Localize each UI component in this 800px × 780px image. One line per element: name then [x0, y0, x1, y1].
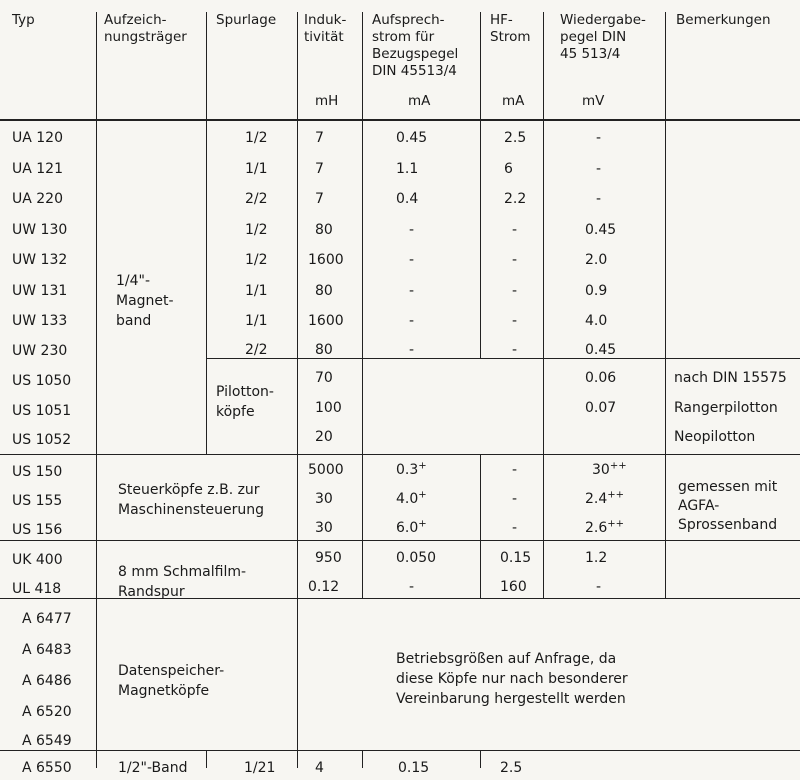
row-induktivitaet: 4 — [315, 760, 324, 776]
group-label-pilotton: Pilotton- köpfe — [216, 384, 274, 420]
row-induktivitaet: 0.12 — [308, 579, 340, 595]
plus-mark: + — [418, 489, 427, 501]
header-hf-strom-unit: mA — [502, 93, 525, 109]
col-divider-4 — [362, 12, 363, 598]
col-divider-7 — [665, 12, 666, 598]
row-hf-strom: - — [512, 313, 518, 329]
value: 2.4 — [585, 491, 608, 507]
header-rule — [0, 119, 800, 121]
plus-mark: + — [418, 460, 427, 472]
header-aufsprechstrom: Aufsprech- strom für Bezugspegel DIN 45513/4 — [372, 12, 459, 79]
row-typ: A 6520 — [22, 704, 72, 720]
row-typ: US 155 — [12, 493, 63, 509]
row-induktivitaet: 30 — [315, 491, 333, 507]
row-wiedergabepegel: 2.0 — [585, 252, 608, 268]
row-wiedergabepegel — [585, 491, 624, 507]
row-bemerkung: nach DIN 15575 — [674, 370, 787, 386]
row-aufsprechstrom: - — [409, 313, 415, 329]
row-aufsprechstrom — [396, 462, 427, 478]
row-typ: UA 220 — [12, 191, 63, 207]
plusplus-mark: ++ — [607, 489, 625, 501]
row-wiedergabepegel: - — [596, 161, 602, 177]
row-bemerkung: Rangerpilotton — [674, 400, 778, 416]
row-induktivitaet: 30 — [315, 520, 333, 536]
row-typ: A 6486 — [22, 673, 72, 689]
row-spurlage: 1/1 — [245, 161, 268, 177]
row-hf-strom: 2.5 — [504, 130, 527, 146]
row-induktivitaet: 80 — [315, 283, 333, 299]
col-divider-2c — [206, 750, 207, 768]
row-typ: US 156 — [12, 522, 63, 538]
row-typ: A 6477 — [22, 611, 72, 627]
row-wiedergabepegel: 0.07 — [585, 400, 617, 416]
row-spurlage: 1/2 — [245, 130, 268, 146]
row-typ: A 6483 — [22, 642, 72, 658]
row-spurlage: 1/1 — [245, 283, 268, 299]
steuer-note: gemessen mit AGFA- Sprossenband — [678, 479, 778, 533]
col-divider-2 — [206, 12, 207, 120]
row-aufsprechstrom: - — [409, 283, 415, 299]
row-typ: UK 400 — [12, 552, 63, 568]
row-spurlage: 2/2 — [245, 342, 268, 358]
value: 2.6 — [585, 520, 608, 536]
header-wiedergabepegel: Wiedergabe- pegel DIN 45 513/4 — [560, 12, 646, 62]
header-hf-strom: HF- Strom — [490, 12, 531, 45]
row-aufsprechstrom: 0.45 — [396, 130, 428, 146]
row-typ: US 1051 — [12, 403, 72, 419]
row-induktivitaet: 80 — [315, 342, 333, 358]
row-aufsprechstrom — [396, 491, 427, 507]
row-induktivitaet: 7 — [315, 161, 324, 177]
value: 6.0 — [396, 520, 419, 536]
row-hf-strom: - — [512, 491, 518, 507]
row-induktivitaet: 20 — [315, 429, 333, 445]
row-induktivitaet: 5000 — [308, 462, 344, 478]
col-divider-5c — [480, 750, 481, 768]
row-wiedergabepegel: 1.2 — [585, 550, 608, 566]
row-aufsprechstrom: 1.1 — [396, 161, 419, 177]
col-divider-5b — [480, 454, 481, 598]
row-wiedergabepegel: 0.9 — [585, 283, 608, 299]
group-label-steuer: Steuerköpfe z.B. zur Maschinensteuerung — [118, 482, 265, 518]
row-typ: UW 230 — [12, 343, 68, 359]
col-divider-3b — [297, 120, 298, 768]
value: 30 — [592, 462, 610, 478]
row-spurlage: 1/21 — [244, 760, 276, 776]
row-wiedergabepegel — [585, 520, 624, 536]
row-aufsprechstrom: 0.050 — [396, 550, 437, 566]
row-typ: US 150 — [12, 464, 63, 480]
row-spurlage: 1/1 — [245, 313, 268, 329]
group-label-daten: Datenspeicher- Magnetköpfe — [118, 663, 225, 699]
plusplus-mark: ++ — [609, 460, 627, 472]
row-typ: UA 121 — [12, 161, 63, 177]
row-wiedergabepegel: 0.06 — [585, 370, 617, 386]
col-divider-6 — [543, 12, 544, 598]
row-typ: UL 418 — [12, 581, 62, 597]
row-wiedergabepegel: - — [596, 130, 602, 146]
value: 4.0 — [396, 491, 419, 507]
group-rule-3 — [0, 540, 800, 541]
row-spurlage: 2/2 — [245, 191, 268, 207]
plusplus-mark: ++ — [607, 518, 625, 530]
row-typ: US 1052 — [12, 432, 72, 448]
row-induktivitaet: 70 — [315, 370, 333, 386]
row-induktivitaet: 1600 — [308, 252, 344, 268]
row-hf-strom: - — [512, 342, 518, 358]
row-wiedergabepegel: 0.45 — [585, 342, 617, 358]
row-hf-strom: - — [512, 283, 518, 299]
row-hf-strom: 2.2 — [504, 191, 527, 207]
row-aufsprechstrom: - — [409, 222, 415, 238]
row-typ: US 1050 — [12, 373, 72, 389]
row-aufsprechstrom: 0.4 — [396, 191, 419, 207]
plus-mark: + — [418, 518, 427, 530]
row-induktivitaet: 100 — [315, 400, 342, 416]
header-spurlage: Spurlage — [216, 12, 277, 28]
row-typ: A 6550 — [22, 760, 72, 776]
row-spurlage: 1/2 — [245, 222, 268, 238]
row-hf-strom: - — [512, 252, 518, 268]
row-hf-strom: 6 — [504, 161, 513, 177]
row-typ: UW 132 — [12, 252, 68, 268]
header-wiedergabepegel-unit: mV — [582, 93, 605, 109]
row-wiedergabepegel: - — [596, 191, 602, 207]
col-divider-2b — [206, 120, 207, 454]
row-hf-strom: - — [512, 462, 518, 478]
row-hf-strom: - — [512, 222, 518, 238]
group-label-magnetband: 1/4"- Magnet- band — [116, 273, 174, 329]
row-hf-strom: - — [512, 520, 518, 536]
header-induktivitaet-unit: mH — [315, 93, 339, 109]
col-divider-1 — [96, 12, 97, 768]
row-induktivitaet: 7 — [315, 130, 324, 146]
group-label-schmalfilm: 8 mm Schmalfilm- Randspur — [118, 564, 247, 600]
header-aufzeichnungstraeger: Aufzeich- nungsträger — [104, 12, 187, 45]
header-typ: Typ — [12, 12, 35, 28]
row-typ: UW 131 — [12, 283, 68, 299]
row-typ: UA 120 — [12, 130, 63, 146]
group-label-halbzoll: 1/2"-Band — [118, 760, 188, 776]
row-wiedergabepegel: 4.0 — [585, 313, 608, 329]
col-divider-4b — [362, 750, 363, 768]
row-bemerkung: Neopilotton — [674, 429, 756, 445]
group-rule-5 — [0, 750, 800, 751]
row-aufsprechstrom: - — [409, 252, 415, 268]
row-aufsprechstrom: - — [409, 579, 415, 595]
row-induktivitaet: 80 — [315, 222, 333, 238]
row-wiedergabepegel — [592, 462, 627, 478]
group-rule-1 — [206, 358, 800, 359]
row-aufsprechstrom: 0.15 — [398, 760, 430, 776]
row-typ: UW 133 — [12, 313, 68, 329]
row-typ: UW 130 — [12, 222, 68, 238]
header-bemerkungen: Bemerkungen — [676, 12, 771, 28]
row-wiedergabepegel: - — [596, 579, 602, 595]
col-divider-5 — [480, 12, 481, 358]
row-induktivitaet: 1600 — [308, 313, 344, 329]
col-divider-3 — [297, 12, 298, 120]
row-hf-strom: 160 — [500, 579, 527, 595]
value: 0.3 — [396, 462, 419, 478]
row-aufsprechstrom: - — [409, 342, 415, 358]
header-aufsprechstrom-unit: mA — [408, 93, 431, 109]
row-hf-strom: 0.15 — [500, 550, 532, 566]
row-typ: A 6549 — [22, 733, 72, 749]
header-induktivitaet: Induk- tivität — [304, 12, 347, 45]
row-hf-strom: 2.5 — [500, 760, 523, 776]
daten-note: Betriebsgrößen auf Anfrage, da diese Köpfe nur nach besonderer Vereinbarung hergestellt werden — [396, 651, 628, 707]
row-spurlage: 1/2 — [245, 252, 268, 268]
row-aufsprechstrom — [396, 520, 427, 536]
row-induktivitaet: 7 — [315, 191, 324, 207]
row-wiedergabepegel: 0.45 — [585, 222, 617, 238]
group-rule-2 — [0, 454, 800, 455]
row-induktivitaet: 950 — [315, 550, 342, 566]
